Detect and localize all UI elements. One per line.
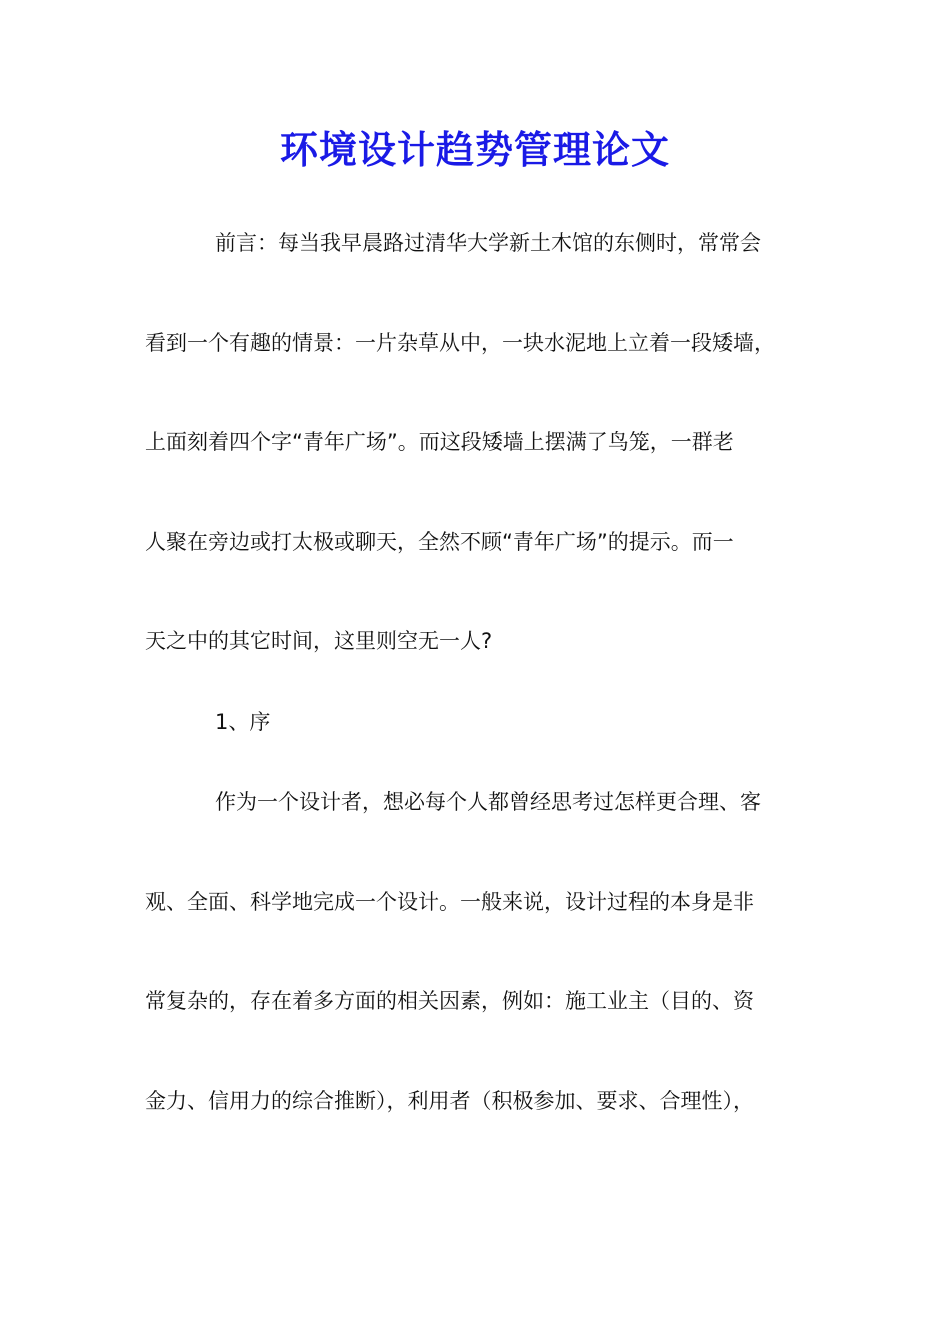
paragraph-line: 上面刻着四个字“青年广场”。而这段矮墙上摆满了鸟笼，一群老 [145,430,734,454]
paragraph-line: 看到一个有趣的情景：一片杂草从中，一块水泥地上立着一段矮墙， [145,331,775,355]
document-title: 环境设计趋势管理论文 [279,127,670,172]
paragraph-line: 作为一个设计者，想必每个人都曾经思考过怎样更合理、客 [215,790,761,814]
section-heading: 1、序 [215,710,271,734]
paragraph-line: 人聚在旁边或打太极或聊天，全然不顾“青年广场”的提示。而一 [145,530,734,554]
paragraph-line: 前言：每当我早晨路过清华大学新土木馆的东侧时，常常会 [215,231,761,255]
paragraph-line: 金力、信用力的综合推断），利用者（积极参加、要求、合理性）， [145,1089,754,1113]
paragraph-line: 天之中的其它时间，这里则空无一人? [145,629,493,653]
paragraph-line: 观、全面、科学地完成一个设计。一般来说，设计过程的本身是非 [145,890,754,914]
paragraph-line: 常复杂的，存在着多方面的相关因素，例如：施工业主（目的、资 [145,989,754,1013]
